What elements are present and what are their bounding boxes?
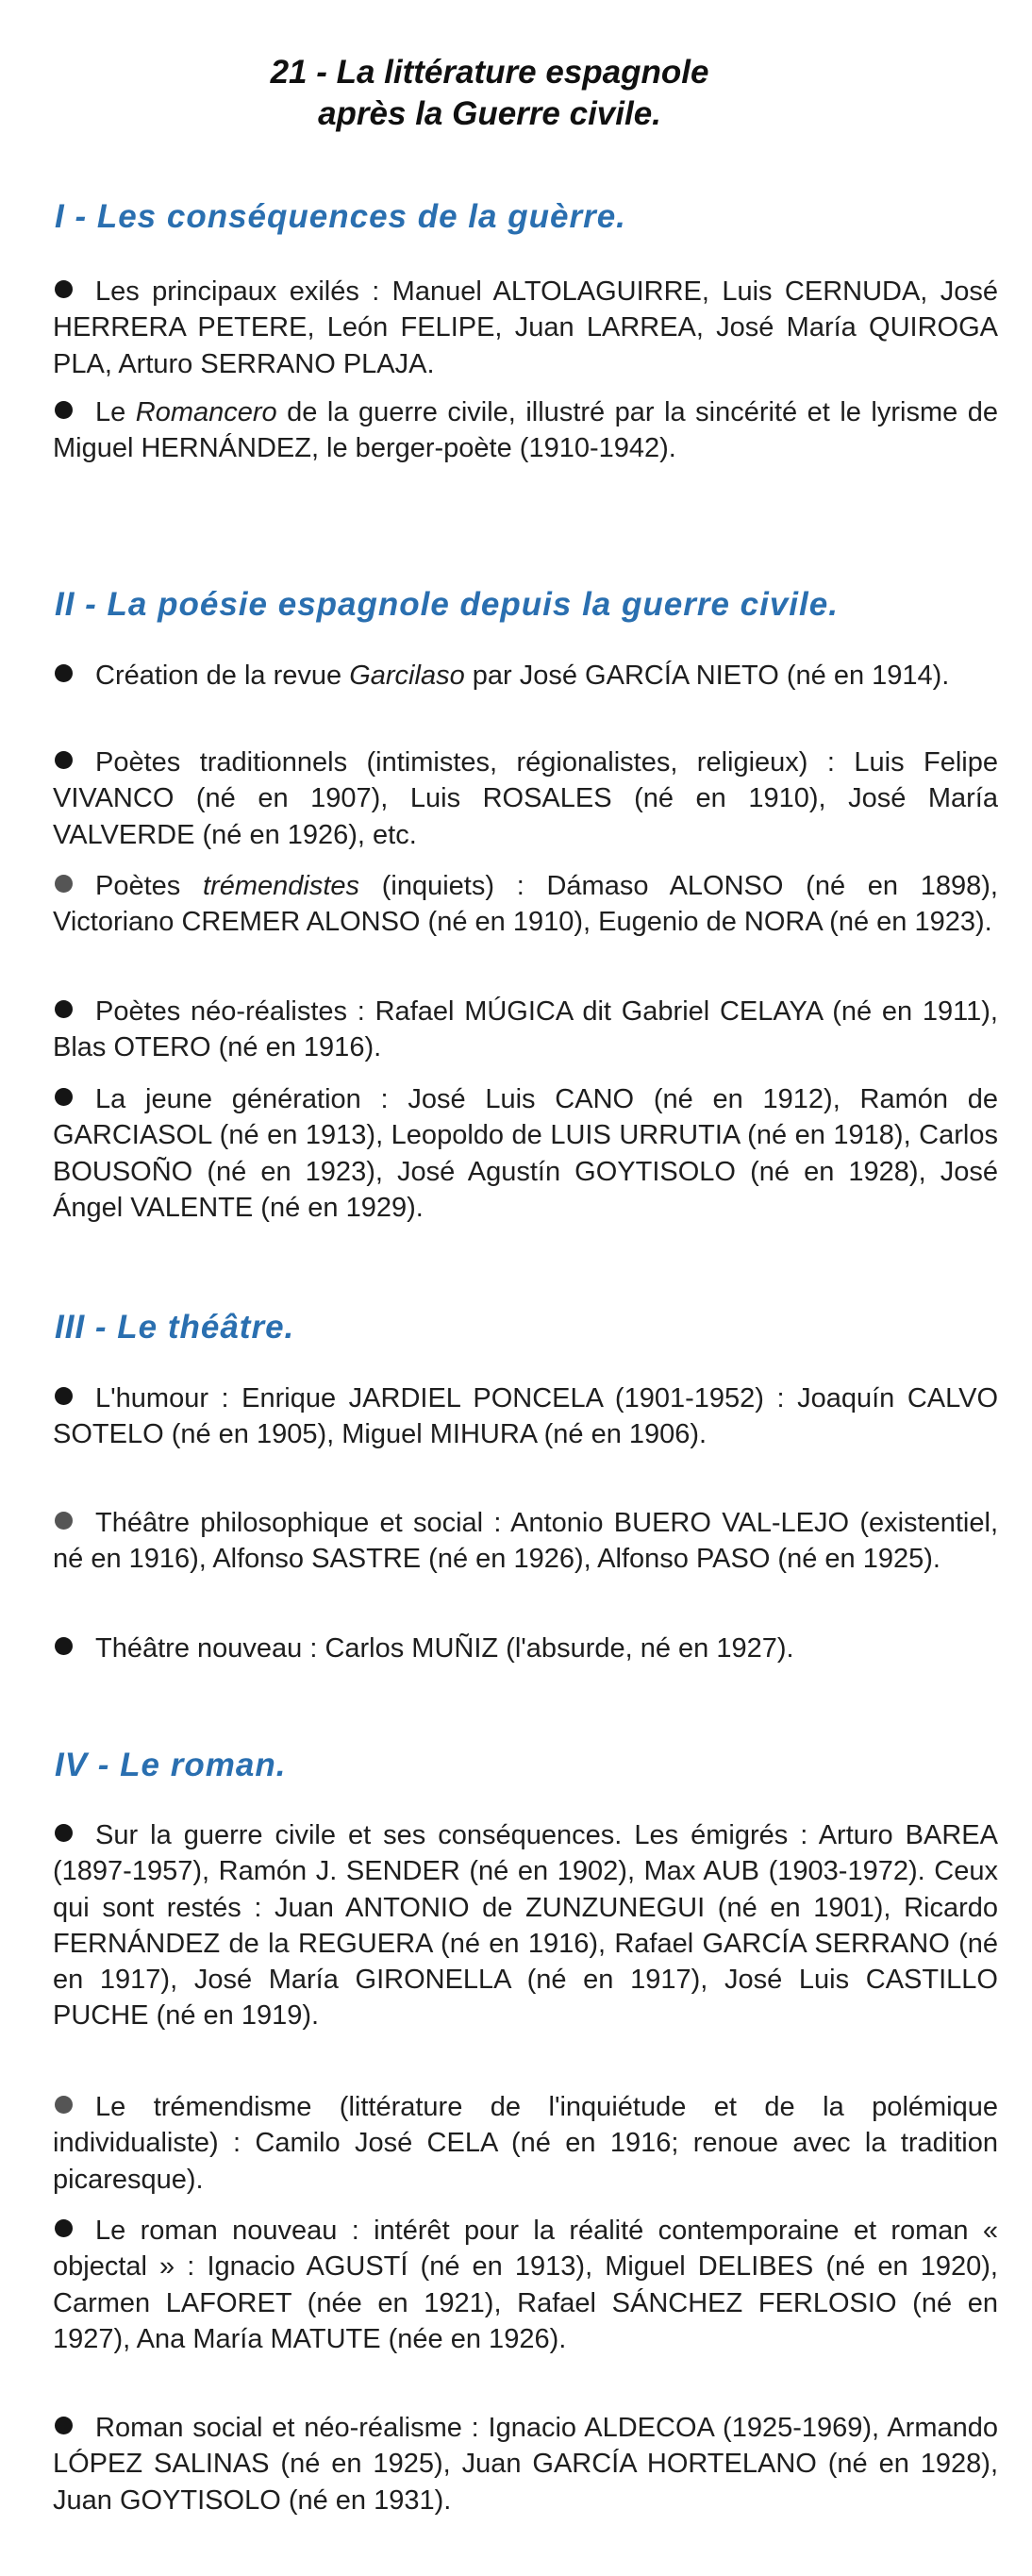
- bullet-icon: [55, 401, 73, 419]
- section-heading-2: II - La poésie espagnole depuis la guerre civile.: [55, 586, 839, 623]
- paragraph-1-2: Le Romancero de la guerre civile, illustré par la sincérité et le lyrisme de Miguel HERNÁNDEZ, le berger-poète (1910-1942).: [53, 397, 998, 464]
- paragraph-3-3: Théâtre nouveau : Carlos MUÑIZ (l'absurde, né en 1927).: [53, 1631, 998, 1666]
- section-heading-3: III - Le théâtre.: [55, 1309, 295, 1346]
- bullet-icon: [55, 2417, 73, 2434]
- bullet-icon: [55, 2096, 73, 2114]
- page-title: [0, 52, 1006, 135]
- paragraph-4-4: Roman social et néo-réalisme : Ignacio ALDECOA (1925-1969), Armando LÓPEZ SALINAS (né en 1925), Juan GARCÍA HORTELANO (né en 1928), Juan GOYTISOLO (né en 1931).: [53, 2413, 998, 2516]
- paragraph-2-1: Création de la revue Garcilaso par José GARCÍA NIETO (né en 1914).: [53, 658, 998, 694]
- paragraph-4-3: Le roman nouveau : intérêt pour la réalité contemporaine et roman « objectal » : Ignacio AGUSTÍ (né en 1913), Miguel DELIBES (né en 1920), Carmen LAFORET (née en 1921), Rafael SÁNCHEZ FERLOSIO (né en 1927), Ana María MATUTE (née en 1926).: [53, 2216, 998, 2354]
- paragraph-2-5: La jeune génération : José Luis CANO (né en 1912), Ramón de GARCIASOL (né en 1913), Leopoldo de LUIS URRUTIA (né en 1918), Carlos BOUSOÑO (né en 1923), José Agustín GOYTISOLO (né en 1928), José Ángel VALENTE (né en 1929).: [53, 1084, 998, 1223]
- paragraph-1-1: Les principaux exilés : Manuel ALTOLAGUIRRE, Luis CERNUDA, José HERRERA PETERE, León FELIPE, Juan LARREA, José María QUIROGA PLA, Arturo SERRANO PLAJA.: [53, 276, 998, 379]
- bullet-icon: [55, 1000, 73, 1018]
- paragraph-3-1: L'humour : Enrique JARDIEL PONCELA (1901-1952) : Joaquín CALVO SOTELO (né en 1905), Miguel MIHURA (né en 1906).: [53, 1383, 998, 1450]
- bullet-icon: [55, 875, 73, 893]
- paragraph-2-4: Poètes néo-réalistes : Rafael MÚGICA dit Gabriel CELAYA (né en 1911), Blas OTERO (né en 1916).: [53, 996, 998, 1063]
- bullet-icon: [55, 751, 73, 769]
- bullet-icon: [55, 1824, 73, 1842]
- page-title-line-2: après la Guerre civile.: [318, 95, 661, 132]
- paragraph-4-1: Sur la guerre civile et ses conséquences. Les émigrés : Arturo BAREA (1897-1957), Ramón J. SENDER (né en 1902), Max AUB (1903-1972). Ceux qui sont restés : Juan ANTONIO de ZUNZUNEGUI (né en 1901), Ricardo FERNÁNDEZ de la REGUERA (né en 1916), Rafael GARCÍA SERRANO (né en 1917), José María GIRONELLA (né en 1917), José Luis CASTILLO PUCHE (né en 1919).: [53, 1820, 998, 2032]
- bullet-icon: [55, 280, 73, 298]
- bullet-icon: [55, 1387, 73, 1405]
- paragraph-4-2: Le trémendisme (littérature de l'inquiétude et de la polémique individualiste) : Camilo José CELA (né en 1916; renoue avec la tradition picaresque).: [53, 2092, 998, 2195]
- paragraph-2-2: Poètes traditionnels (intimistes, régionalistes, religieux) : Luis Felipe VIVANCO (né en 1907), Luis ROSALES (né en 1910), José María VALVERDE (né en 1926), etc.: [53, 747, 998, 850]
- bullet-icon: [55, 1512, 73, 1530]
- paragraph-3-2: Théâtre philosophique et social : Antonio BUERO VAL-LEJO (existentiel, né en 1916), Alfonso SASTRE (né en 1926), Alfonso PASO (né en 1925).: [53, 1508, 998, 1575]
- bullet-icon: [55, 1637, 73, 1655]
- bullet-icon: [55, 2219, 73, 2237]
- page-title-line-1: 21 - La littérature espagnole: [270, 54, 709, 91]
- paragraph-2-3: Poètes trémendistes (inquiets) : Dámaso ALONSO (né en 1898), Victoriano CREMER ALONSO (né en 1910), Eugenio de NORA (né en 1923).: [53, 871, 998, 938]
- section-heading-4: IV - Le roman.: [55, 1747, 287, 1783]
- bullet-icon: [55, 1088, 73, 1106]
- bullet-icon: [55, 664, 73, 682]
- section-heading-1: I - Les conséquences de la guèrre.: [55, 198, 626, 235]
